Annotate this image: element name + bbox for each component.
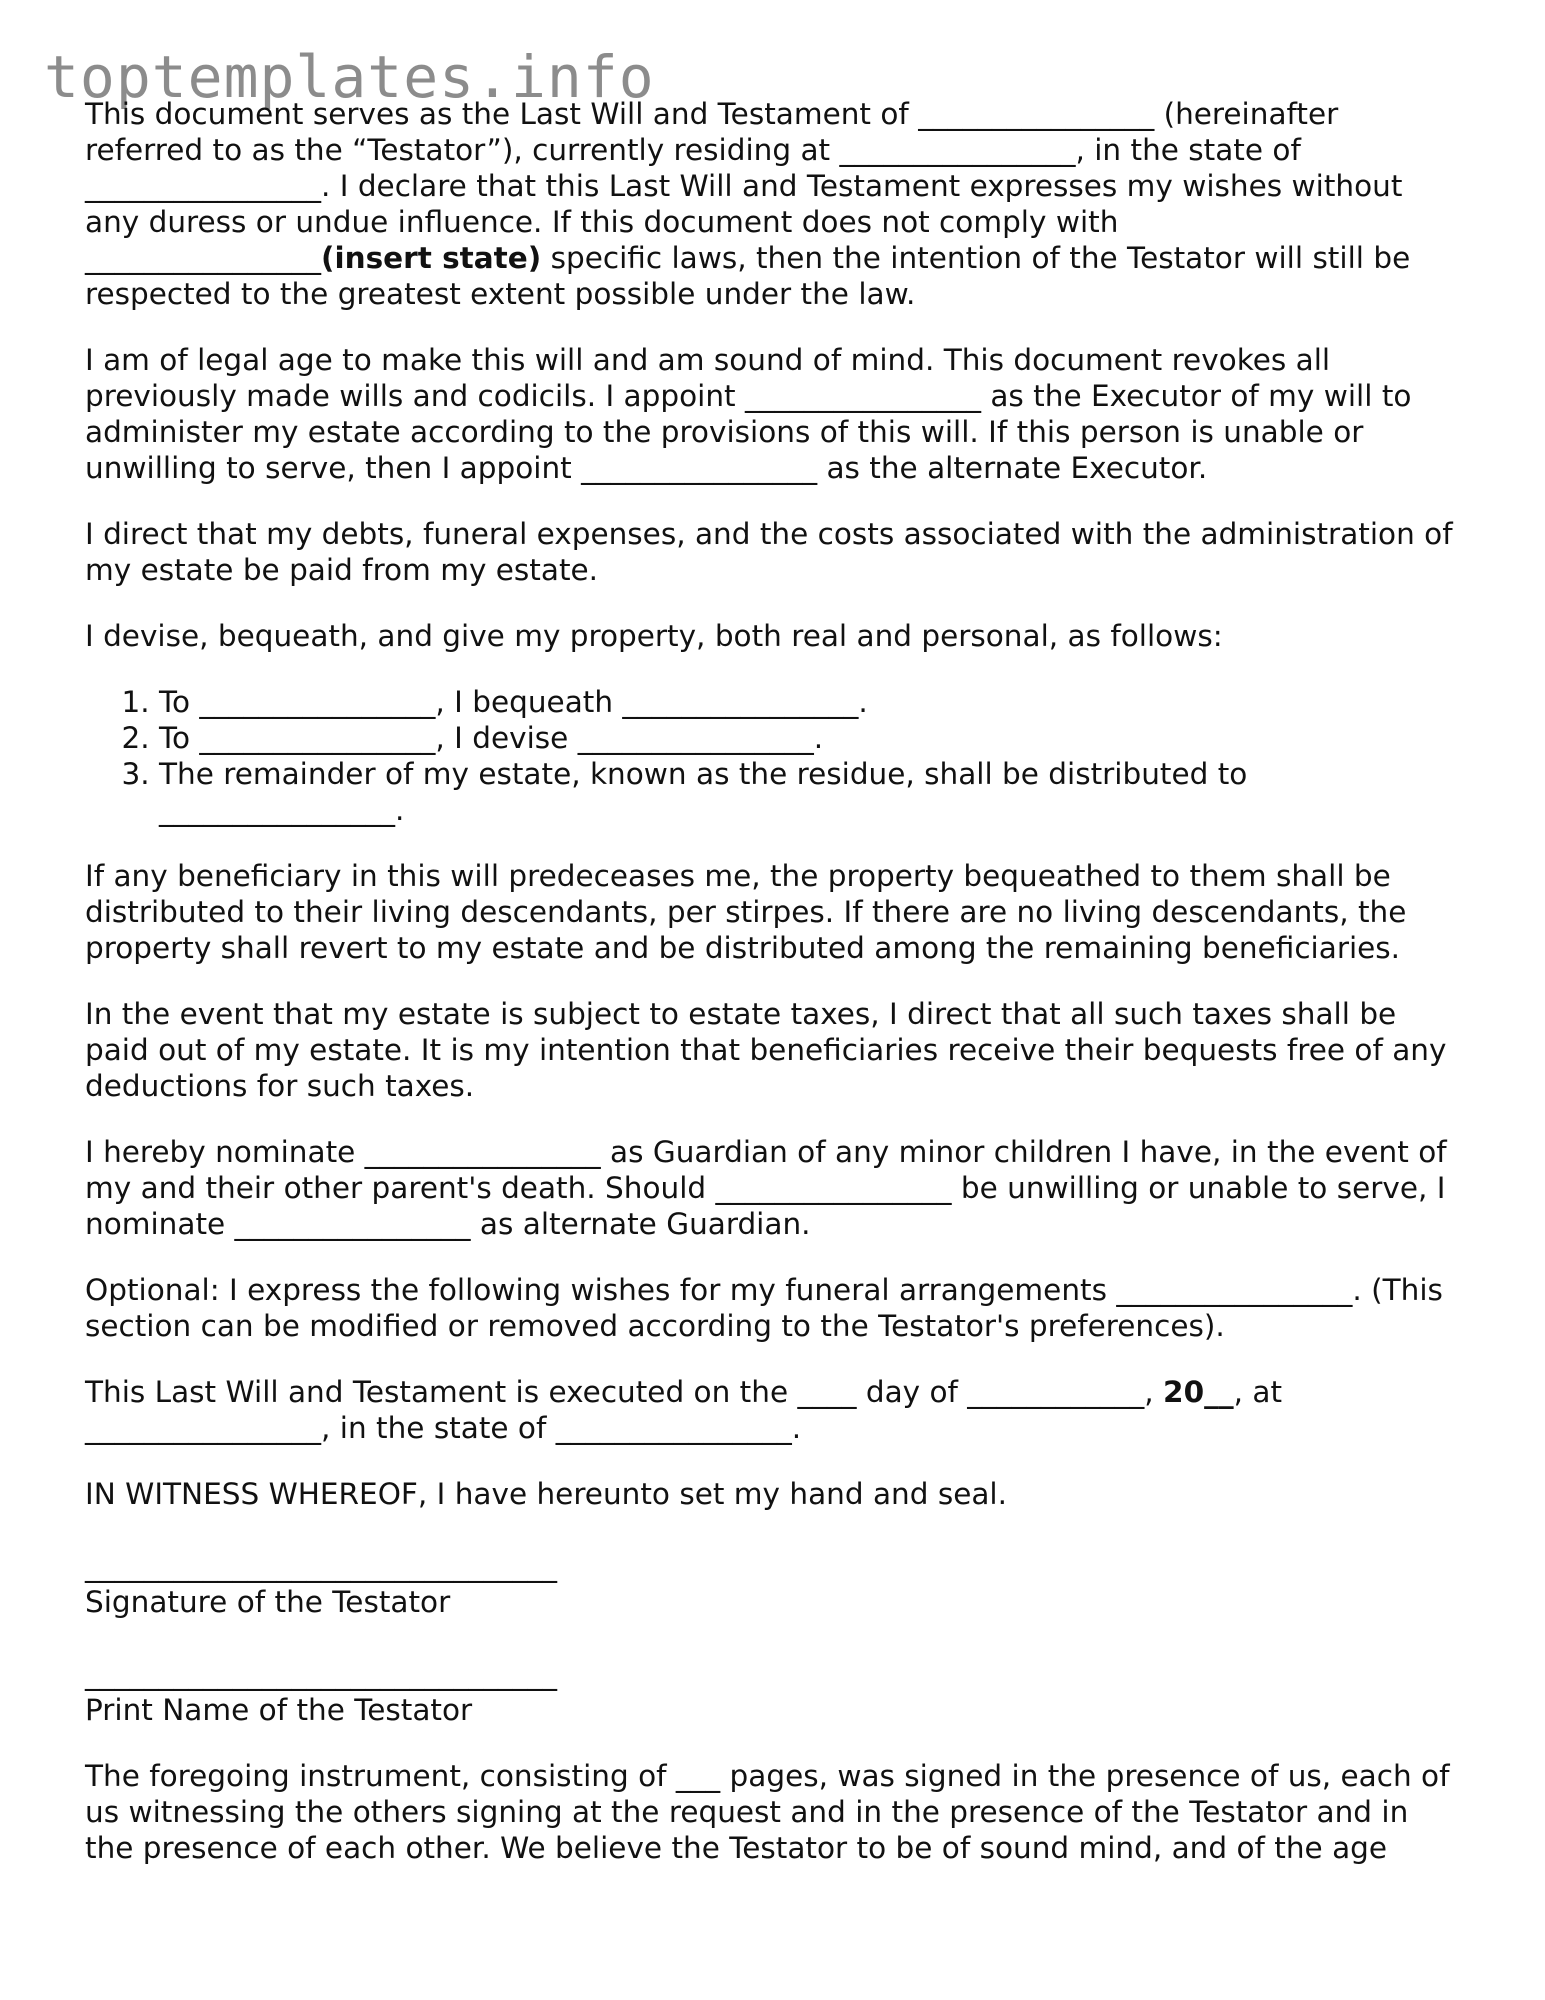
paragraph-taxes: In the event that my estate is subject to estate taxes, I direct that all such taxes shall be paid out of my estate. It is my intention that beneficiaries receive their bequests free of any deductions for such taxes. xyxy=(85,997,1447,1103)
paragraph-funeral: Optional: I express the following wishes for my funeral arrangements ________________. (This section can be modified or removed according to the Testator's preferences). xyxy=(85,1273,1443,1343)
execution-text-continued: , at ________________, in the state of ________________. xyxy=(85,1375,1283,1445)
list-item: 3. The remainder of my estate, known as the residue, shall be distributed to ________________. xyxy=(159,756,1465,828)
intro-text: This document serves as the Last Will and Testament of ________________ (hereinafter referred to as the “Testator”), currently residing at ________________, in the state of ________________. I declare that this Last Will and Testament expresses my wishes without any duress or undue influence. If this document does not comply with ________________ xyxy=(85,97,1403,275)
intro-text-continued: specific laws, then the intention of the Testator will still be respected to the greatest extent possible under the law. xyxy=(85,241,1411,311)
paragraph-property: I devise, bequeath, and give my property, both real and personal, as follows: xyxy=(85,619,1223,653)
signature-line: ________________________________ xyxy=(85,1549,557,1583)
paragraph-execution-date xyxy=(85,1374,1465,1446)
paragraph-debts: I direct that my debts, funeral expenses, and the costs associated with the administration of my estate be paid from my estate. xyxy=(85,517,1453,587)
list-item: 1. To ________________, I bequeath ________________. xyxy=(159,684,1465,720)
insert-state-text: (insert state) xyxy=(321,241,542,275)
signature-label: Signature of the Testator xyxy=(85,1585,451,1619)
execution-text: This Last Will and Testament is executed on the ____ day of ____________, xyxy=(85,1375,1164,1409)
paragraph-guardian: I hereby nominate ________________ as Guardian of any minor children I have, in the event of my and their other parent's death. Should ________________ be unwilling or unable to serve, I nominate ________________ as alternate Guardian. xyxy=(85,1135,1447,1241)
paragraph-predecease: If any beneficiary in this will predeceases me, the property bequeathed to them shall be distributed to their living descendants, per stirpes. If there are no living descendants, the property shall revert to my estate and be distributed among the remaining beneficiaries. xyxy=(85,859,1407,965)
year-text: 20__ xyxy=(1163,1375,1234,1409)
signature-block xyxy=(85,1548,1465,1620)
paragraph-attestation: The foregoing instrument, consisting of ___ pages, was signed in the presence of us, each of us witnessing the others signing at the request and in the presence of the Testator and in the presence of each other. We believe the Testator to be of sound mind, and of the age xyxy=(85,1759,1450,1865)
list-item: 2. To ________________, I devise ________________. xyxy=(159,720,1465,756)
print-name-line: ________________________________ xyxy=(85,1657,557,1691)
print-name-block xyxy=(85,1656,1465,1728)
paragraph-witness-whereof: IN WITNESS WHEREOF, I have hereunto set my hand and seal. xyxy=(85,1477,1007,1511)
paragraph-executor: I am of legal age to make this will and am sound of mind. This document revokes all previously made wills and codicils. I appoint ________________ as the Executor of my will to administer my estate according to the provisions of this will. If this person is unable or unwilling to serve, then I appoint ________________ as the alternate Executor. xyxy=(85,343,1412,485)
print-name-label: Print Name of the Testator xyxy=(85,1693,473,1727)
paragraph-introduction xyxy=(85,96,1465,312)
watermark-text: toptemplates.info xyxy=(44,43,655,111)
bequest-list xyxy=(85,684,1465,828)
will-document-body xyxy=(85,96,1465,1896)
